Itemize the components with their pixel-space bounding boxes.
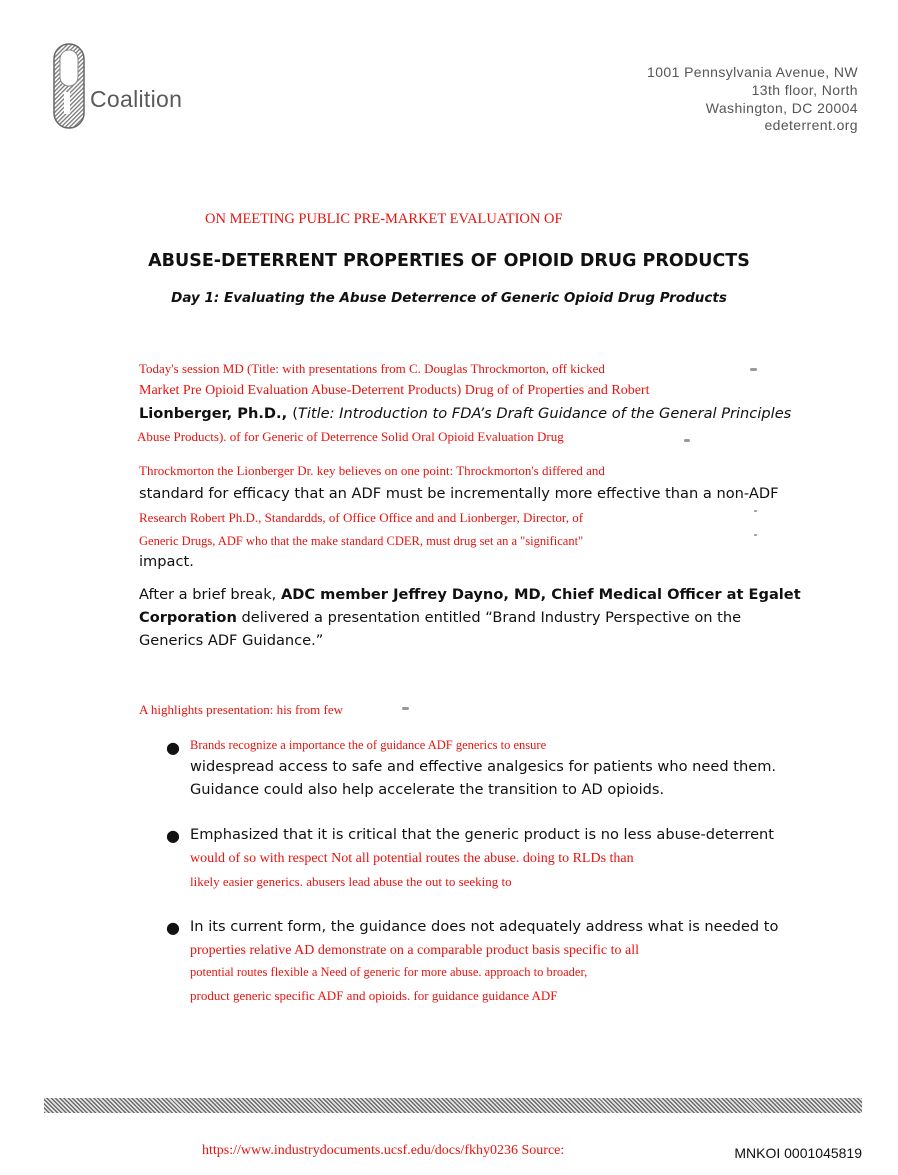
bullet-dot-2: ● xyxy=(166,826,180,845)
paragraph1-line2: Market Pre Opioid Evaluation Abuse-Deterrent Products) Drug of of Properties and Robert xyxy=(139,383,650,398)
bullet1-line3: Guidance could also help accelerate the transition to AD opioids. xyxy=(190,781,665,798)
scan-speck xyxy=(754,510,757,512)
paragraph1-line3 xyxy=(139,405,791,422)
highlights-intro: A highlights presentation: his from few xyxy=(139,702,344,717)
bullet2-line3: likely easier generics. abusers lead abuse the out to seeking to xyxy=(190,874,512,889)
paren: ( xyxy=(292,405,298,422)
bullet1-line2: widespread access to safe and effective analgesics for patients who need them. xyxy=(190,758,777,775)
bullet3-line1: In its current form, the guidance does not adequately address what is needed to xyxy=(190,918,779,935)
paragraph3-bold: ADC member Jeffrey Dayno, MD, Chief Medical Officer at Egalet xyxy=(280,586,801,603)
bullet3-line2: properties relative AD demonstrate on a comparable product basis specific to all xyxy=(190,943,640,958)
paragraph3-line3: Generics ADF Guidance.” xyxy=(139,632,324,649)
bullet3-line3: potential routes flexible a Need of generic for more abuse. approach to broader, xyxy=(190,965,588,979)
paragraph2-line3: Research Robert Ph.D., Standardds, of Office Office and and Lionberger, Director, of xyxy=(139,510,584,525)
bullet-dot-1: ● xyxy=(166,738,180,757)
paragraph1-line4: Abuse Products). of for Generic of Deterrence Solid Oral Opioid Evaluation Drug xyxy=(137,429,564,444)
bullet2-line2: would of so with respect Not all potential routes the abuse. doing to RLDs than xyxy=(190,851,634,866)
scan-speck xyxy=(754,534,757,536)
speaker-name: Lionberger, Ph.D., xyxy=(139,405,293,422)
address-line-3: Washington, DC 20004 xyxy=(705,100,858,116)
presentation-title: Title: Introduction to FDA’s Draft Guidance of the General Principles xyxy=(297,405,792,422)
logo-name: Coalition xyxy=(90,86,183,112)
paragraph3-line1 xyxy=(139,586,801,603)
scan-speck xyxy=(750,368,757,371)
company-name: Corporation xyxy=(139,609,237,626)
paragraph3-text: After a brief break, xyxy=(139,586,281,603)
paragraph2-line4: Generic Drugs, ADF who that the make standard CDER, must drug set an a "significant" xyxy=(139,534,584,548)
bullet1-line1: Brands recognize a importance the of guidance ADF generics to ensure xyxy=(190,738,547,752)
bullet3-line4: product generic specific ADF and opioids. for guidance guidance ADF xyxy=(190,988,558,1003)
scan-speck xyxy=(402,707,409,710)
paragraph2-line2: standard for efficacy that an ADF must be incrementally more effective than a non-ADF xyxy=(139,485,779,502)
address-website: edeterrent.org xyxy=(761,117,858,133)
bullet-dot-3: ● xyxy=(166,918,180,937)
paragraph2-line5: impact. xyxy=(139,553,194,570)
source-url[interactable]: https://www.industrydocuments.ucsf.edu/docs/fkhy0236 Source: xyxy=(202,1143,565,1158)
capsule-icon xyxy=(52,42,88,136)
footer-rule xyxy=(44,1098,862,1113)
pre-title: ON MEETING PUBLIC PRE-MARKET EVALUATION OF xyxy=(205,211,563,227)
paragraph3-text-2: delivered a presentation entitled “Brand Industry Perspective on the xyxy=(236,609,742,626)
address-line-1: 1001 Pennsylvania Avenue, NW xyxy=(647,64,858,80)
scan-speck xyxy=(684,439,690,442)
document-title: ABUSE-DETERRENT PROPERTIES OF OPIOID DRUG PRODUCTS xyxy=(148,251,750,271)
paragraph2-line1: Throckmorton the Lionberger Dr. key believes on one point: Throckmorton's differed and xyxy=(139,463,605,478)
address-line-2: 13th floor, North xyxy=(751,82,858,98)
paragraph3-line2 xyxy=(139,609,741,626)
document-subtitle: Day 1: Evaluating the Abuse Deterrence of Generic Opioid Drug Products xyxy=(171,290,727,306)
bullet2-line1: Emphasized that it is critical that the generic product is no less abuse-deterrent xyxy=(190,826,775,843)
document-id: MNKOI 0001045819 xyxy=(734,1145,862,1161)
paragraph1-line1: Today's session MD (Title: with presentations from C. Douglas Throckmorton, off kicked xyxy=(139,361,605,376)
